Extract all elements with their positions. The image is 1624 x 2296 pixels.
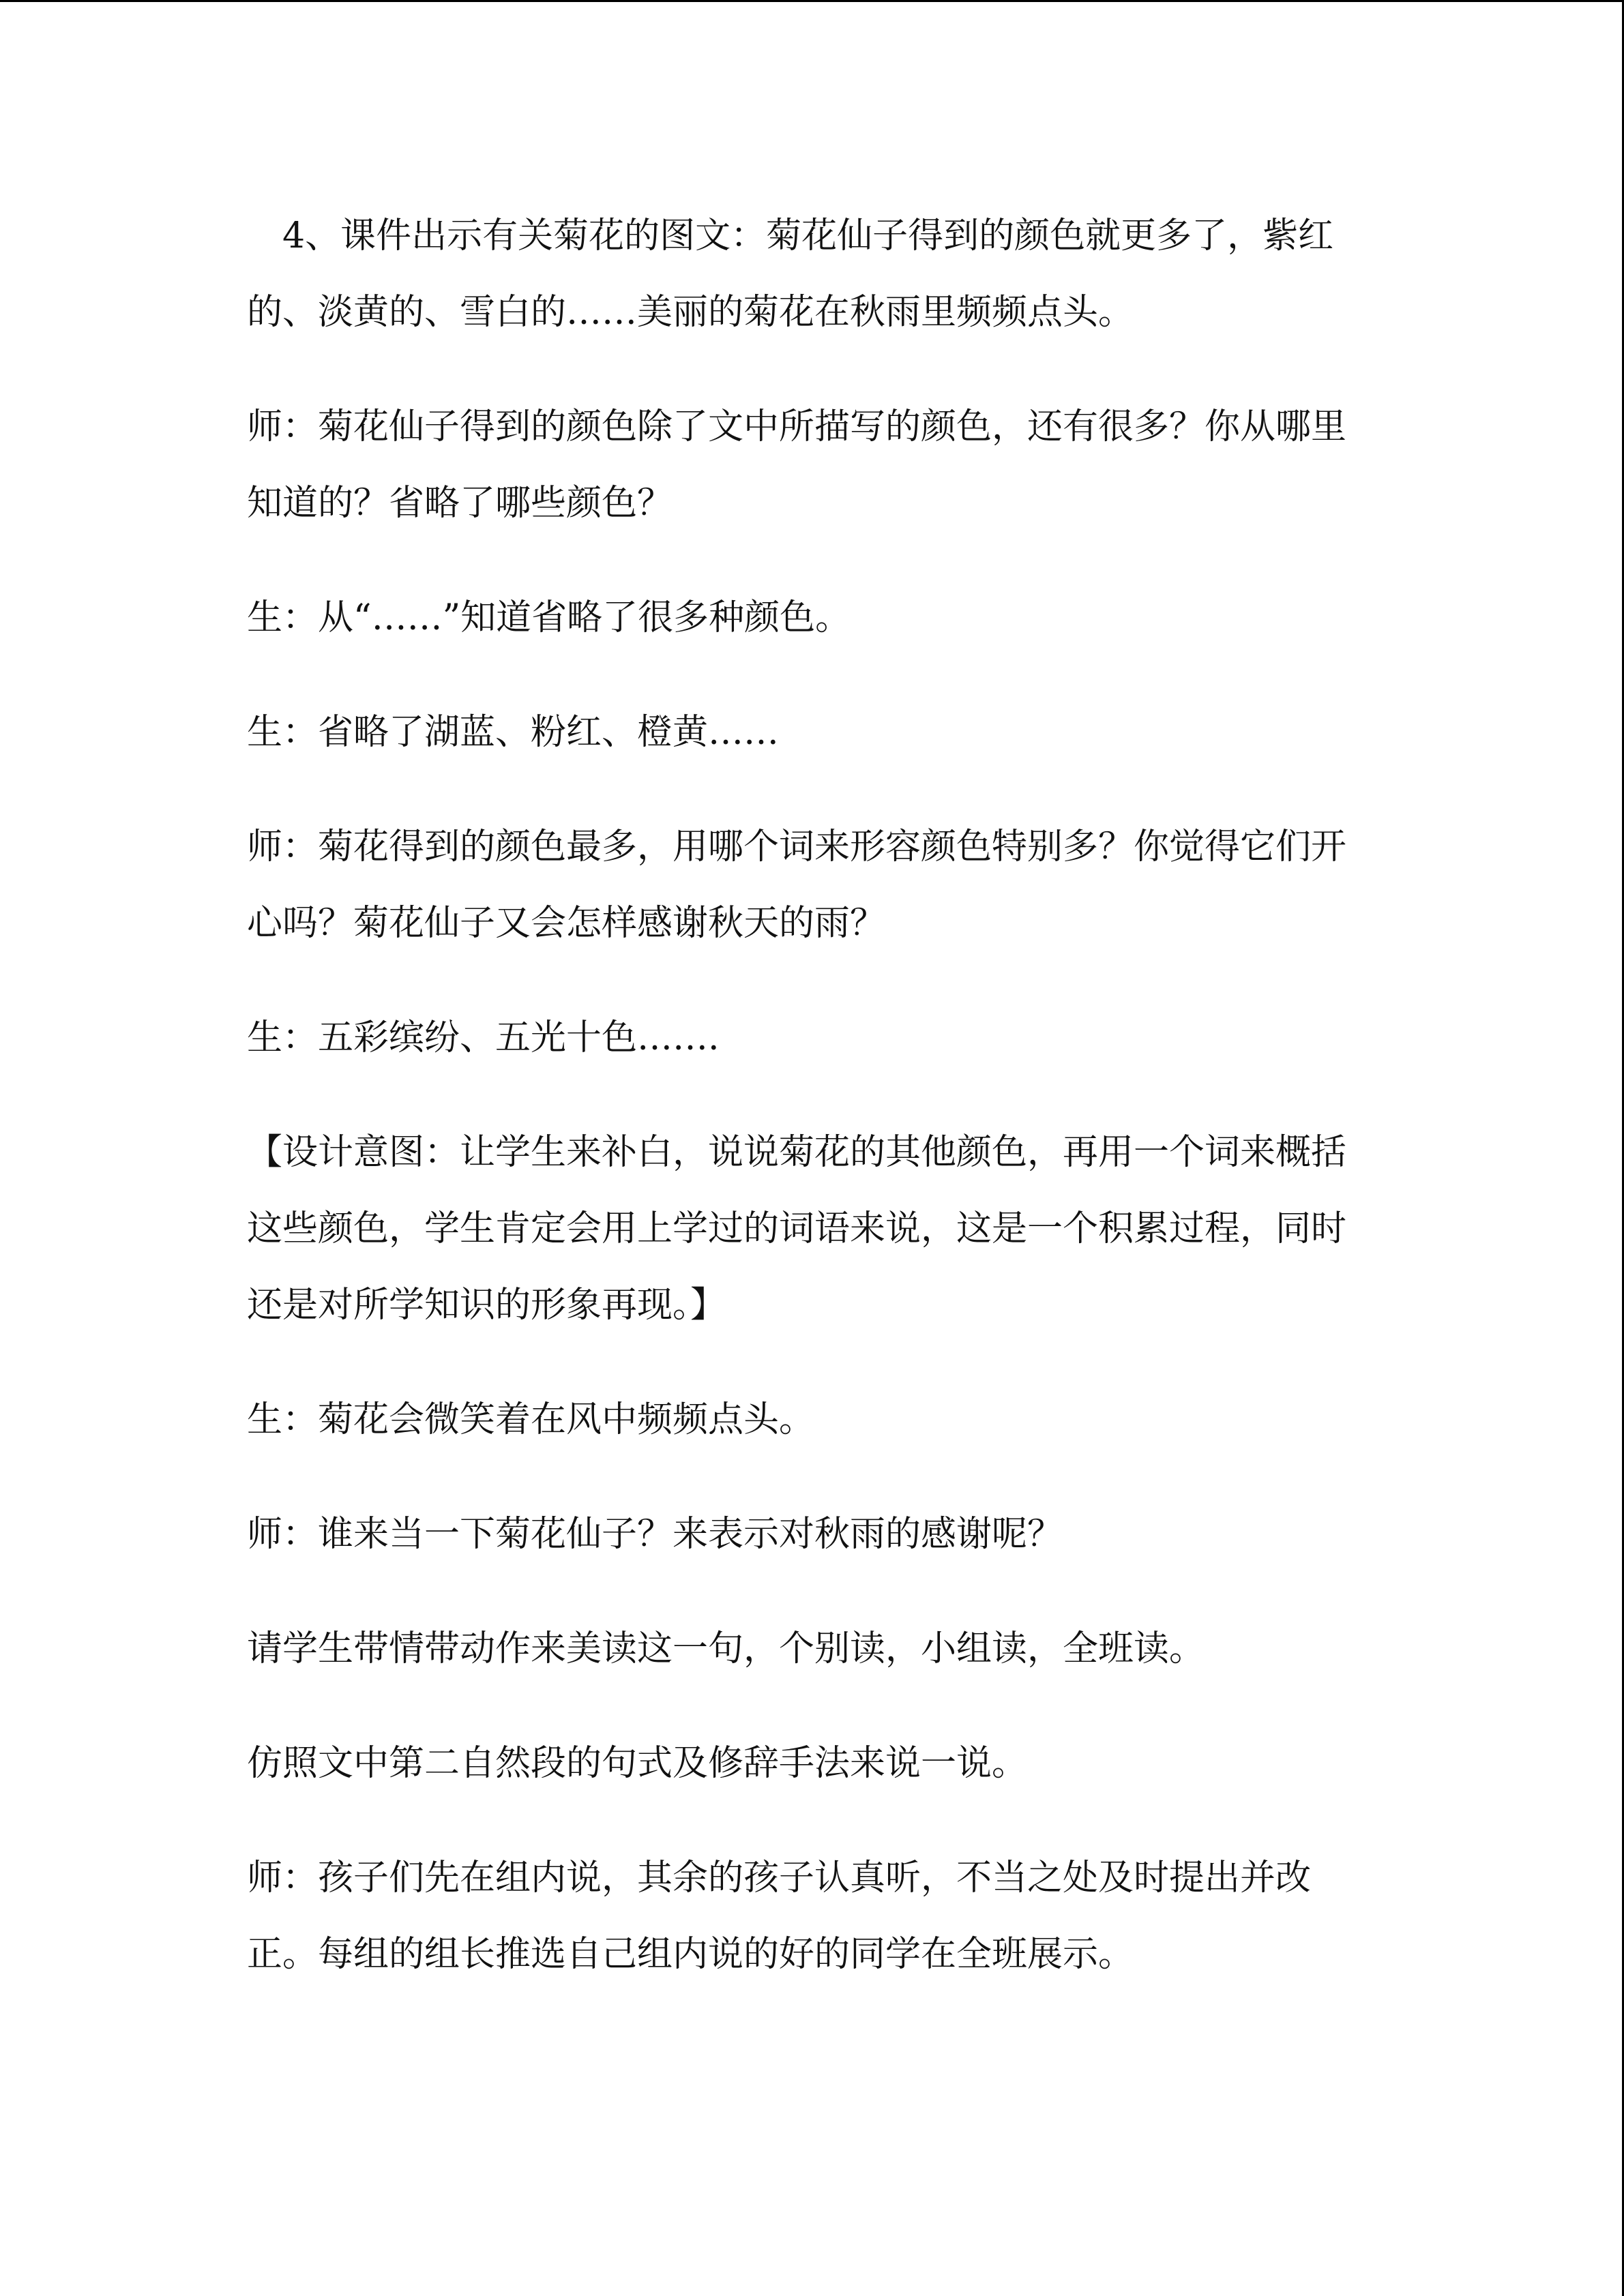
document-body bbox=[247, 198, 1379, 2031]
paragraph-group-discussion: 师：孩子们先在组内说，其余的孩子认真听，不当之处及时提出并改正。每组的组长推选自己组内说的好的同学在全班展示。 bbox=[247, 1858, 1312, 1975]
paragraph-teacher-roleplay: 师：谁来当一下菊花仙子？来表示对秋雨的感谢呢？ bbox=[247, 1514, 1063, 1555]
paragraph-student-answer-nod: 生：菊花会微笑着在风中频频点头。 bbox=[247, 1399, 815, 1440]
paragraph-teacher-question-colors: 师：菊花仙子得到的颜色除了文中所描写的颜色，还有很多？你从哪里知道的？省略了哪些颜色？ bbox=[247, 406, 1347, 524]
paragraph-step-4: 4、课件出示有关菊花的图文：菊花仙子得到的颜色就更多了，紫红的、淡黄的、雪白的……美丽的菊花在秋雨里频频点头。 bbox=[247, 215, 1334, 333]
paragraph-imitation-task: 仿照文中第二自然段的句式及修辞手法来说一说。 bbox=[247, 1743, 1028, 1784]
paragraph-student-answer-words: 生：五彩缤纷、五光十色……. bbox=[247, 1017, 720, 1058]
paragraph-teacher-question-word: 师：菊花得到的颜色最多，用哪个词来形容颜色特别多？你觉得它们开心吗？菊花仙子又会怎样感谢秋天的雨？ bbox=[247, 826, 1347, 944]
page-border-top bbox=[0, 0, 1624, 2]
paragraph-reading-instruction: 请学生带情带动作来美读这一句，个别读，小组读，全班读。 bbox=[247, 1628, 1205, 1669]
paragraph-student-answer-colors: 生：省略了湖蓝、粉红、橙黄…… bbox=[247, 712, 780, 753]
paragraph-design-intent: 【设计意图：让学生来补白，说说菊花的其他颜色，再用一个词来概括这些颜色，学生肯定会用上学过的词语来说，这是一个积累过程，同时还是对所学知识的形象再现。】 bbox=[247, 1132, 1347, 1326]
paragraph-student-answer-ellipsis: 生：从“……”知道省略了很多种颜色。 bbox=[247, 597, 851, 638]
